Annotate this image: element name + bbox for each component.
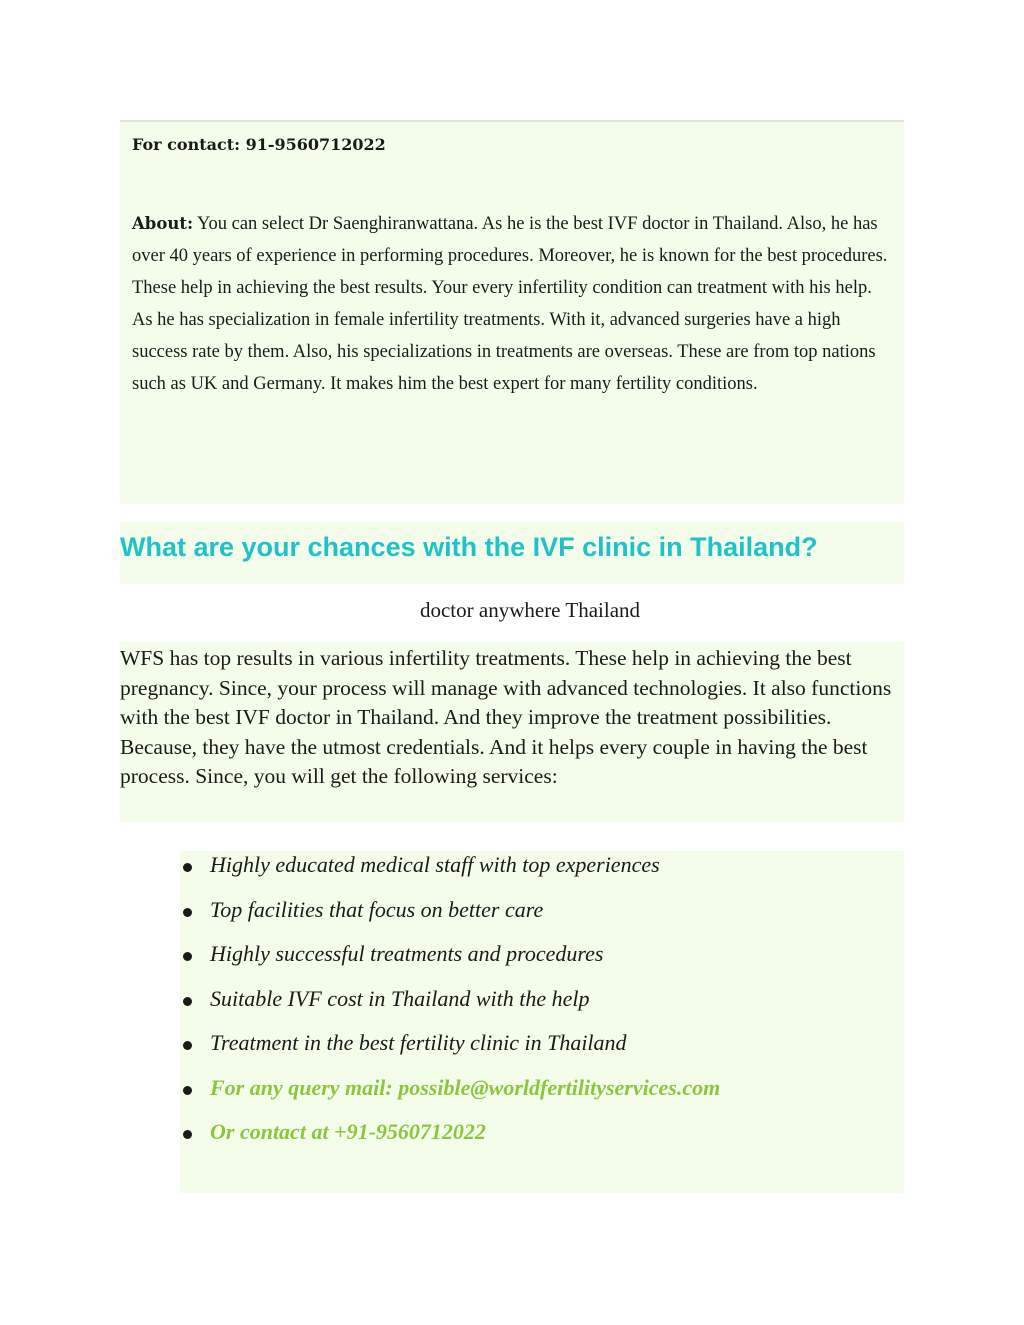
services-panel — [180, 851, 904, 1193]
phone-contact-item[interactable] — [180, 1118, 904, 1163]
section-heading: What are your chances with the IVF clinic in Thailand? — [120, 532, 818, 562]
body-panel — [120, 642, 904, 822]
list-item: Suitable IVF cost in Thailand with the help — [180, 985, 904, 1030]
bullet-icon — [183, 997, 192, 1006]
list-item: Highly educated medical staff with top experiences — [180, 851, 904, 896]
bullet-icon — [183, 863, 192, 872]
services-list — [180, 851, 904, 1163]
email-contact-item[interactable] — [180, 1074, 904, 1119]
body-paragraph: WFS has top results in various infertility treatments. These help in achieving the best pregnancy. Since, your process will manage with advanced technologies. It also functions with the best IVF doctor in Thailand. And they improve the treatment possibilities. Because, they have the utmost credentials. And it helps every couple in having the best process. Since, you will get the following services: — [120, 646, 892, 788]
bullet-icon — [183, 952, 192, 961]
email-link[interactable]: For any query mail: possible@worldfertilityservices.com — [210, 1074, 721, 1100]
bullet-icon — [183, 1041, 192, 1050]
phone-link[interactable]: Or contact at +91-9560712022 — [210, 1119, 486, 1144]
bullet-icon — [183, 908, 192, 917]
about-label: About: — [132, 214, 194, 233]
doctor-info-panel — [120, 122, 904, 504]
bullet-icon — [183, 1130, 192, 1139]
image-caption: doctor anywhere Thailand — [419, 598, 641, 622]
about-paragraph — [132, 208, 892, 400]
about-text: You can select Dr Saenghiranwattana. As he is the best IVF doctor in Thailand. Also, he has over 40 years of experience in performing procedures. Moreover, he is known for the best procedures. These help in achieving the best results. Your every infertility condition can treatment with his help. As he has specialization in female infertility treatments. With it, advanced surgeries have a high success rate by them. Also, his specializations in treatments are overseas. These are from top nations such as UK and Germany. It makes him the best expert for many fertility conditions. — [132, 214, 888, 394]
bullet-icon — [183, 1086, 192, 1095]
section-heading-panel — [120, 522, 904, 584]
list-item: Treatment in the best fertility clinic in Thailand — [180, 1029, 904, 1074]
list-item: Highly successful treatments and procedures — [180, 940, 904, 985]
list-item: Top facilities that focus on better care — [180, 896, 904, 941]
contact-line: For contact: 91-9560712022 — [132, 135, 386, 154]
